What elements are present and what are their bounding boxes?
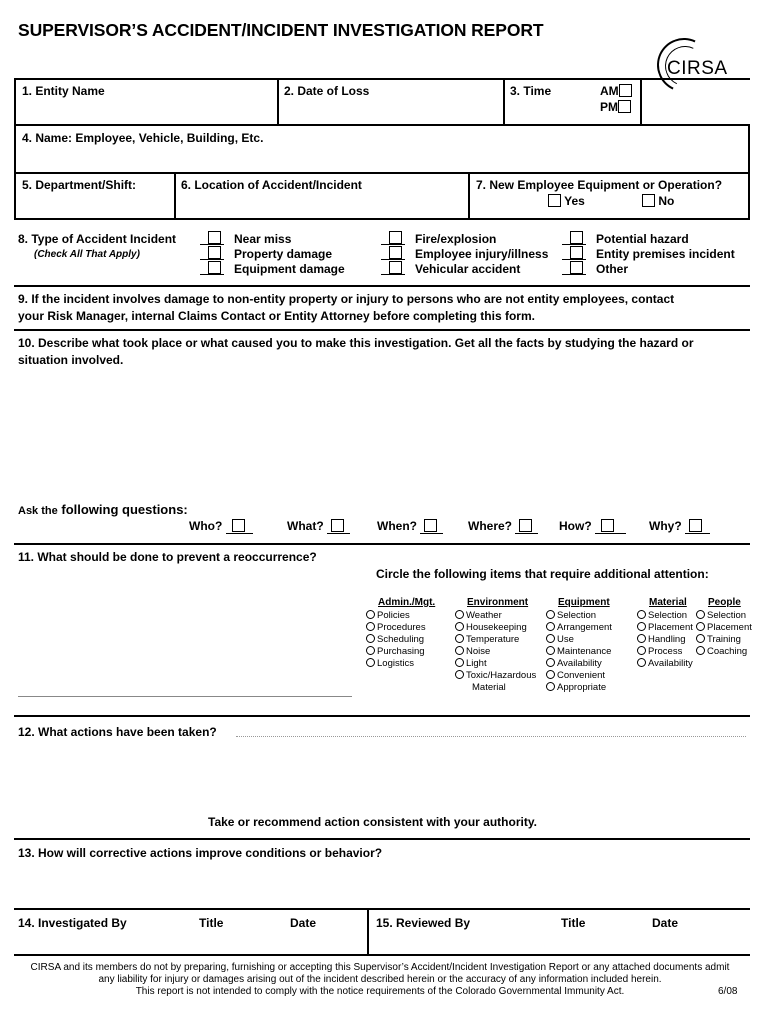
- people-heading: People: [708, 597, 741, 608]
- section14-divider: [367, 908, 369, 954]
- yes-label: Yes: [564, 194, 585, 208]
- check-all-note: (Check All That Apply): [34, 249, 140, 260]
- date-of-loss-field[interactable]: 2. Date of Loss: [284, 84, 370, 98]
- checkbox-icon[interactable]: [619, 84, 632, 97]
- material-item[interactable]: Process: [637, 646, 693, 658]
- potential-hazard-label: Potential hazard: [596, 232, 689, 246]
- potential-hazard-checkbox[interactable]: [562, 231, 586, 245]
- pm-checkbox[interactable]: [600, 100, 631, 114]
- actions-taken-line[interactable]: [236, 736, 746, 737]
- equipment-item[interactable]: Maintenance: [546, 646, 612, 658]
- row2-left-border: [14, 124, 16, 172]
- section10-top-border: [14, 329, 750, 331]
- equipment-damage-label: Equipment damage: [234, 262, 345, 276]
- equipment-item[interactable]: Availability: [546, 658, 612, 670]
- why-label: Why?: [649, 519, 682, 533]
- row2-right-border: [748, 124, 750, 172]
- section11-label: 11. What should be done to prevent a reoccurrence?: [18, 550, 317, 564]
- environment-item[interactable]: Temperature: [455, 634, 536, 646]
- circle-option-icon[interactable]: [546, 634, 555, 643]
- checkbox-icon[interactable]: [208, 231, 221, 244]
- disclaimer-line2: any liability for injury or damages arising out of the incident described herein or the accuracy of any information included herein.: [98, 974, 662, 985]
- prevention-answer-line[interactable]: [18, 696, 352, 697]
- admin-item[interactable]: Logistics: [366, 658, 435, 670]
- material-heading: Material: [649, 597, 687, 608]
- admin-column: [366, 597, 435, 670]
- section12-top-border: [14, 715, 750, 717]
- section10-line2: situation involved.: [18, 353, 124, 367]
- section11-top-border: [14, 543, 750, 545]
- material-item[interactable]: Availability: [637, 658, 693, 670]
- near-miss-checkbox[interactable]: [200, 231, 224, 245]
- section9-top-border: [14, 285, 750, 287]
- people-column: [696, 597, 752, 658]
- environment-item[interactable]: Weather: [455, 610, 536, 622]
- disclaimer-line3: This report is not intended to comply with the notice requirements of the Colorado Governmental Immunity Act.: [135, 986, 625, 997]
- ask-prefix: Ask the: [18, 505, 58, 517]
- form-title: SUPERVISOR’S ACCIDENT/INCIDENT INVESTIGATION REPORT: [18, 20, 544, 40]
- when-label: When?: [377, 519, 417, 533]
- equipment-heading: Equipment: [558, 597, 610, 608]
- circle-option-icon[interactable]: [455, 622, 464, 631]
- new-employee-label: 7. New Employee Equipment or Operation?: [476, 178, 723, 192]
- row1-divider-2: [503, 78, 505, 124]
- environment-column: [455, 597, 536, 694]
- pm-label: PM: [600, 100, 618, 114]
- what-label: What?: [287, 519, 324, 533]
- when-question[interactable]: [377, 519, 443, 533]
- checkbox-icon[interactable]: [642, 194, 655, 207]
- reviewed-by-field[interactable]: 15. Reviewed By: [376, 916, 471, 930]
- investigator-title-field[interactable]: Title: [199, 916, 224, 930]
- near-miss-label: Near miss: [234, 232, 292, 246]
- section13-label: 13. How will corrective actions improve conditions or behavior?: [18, 846, 383, 860]
- checkbox-icon[interactable]: [570, 261, 583, 274]
- cirsa-logo: [657, 38, 743, 88]
- material-column: [637, 597, 693, 670]
- who-question[interactable]: [189, 519, 253, 533]
- fire-explosion-label: Fire/explosion: [415, 232, 497, 246]
- circle-option-icon[interactable]: [637, 634, 646, 643]
- checkbox-icon[interactable]: [232, 519, 245, 532]
- ask-questions-label: [18, 502, 188, 517]
- department-field[interactable]: 5. Department/Shift:: [22, 178, 137, 192]
- admin-item[interactable]: Procedures: [366, 622, 435, 634]
- investigation-date-field[interactable]: Date: [290, 916, 317, 930]
- where-label: Where?: [468, 519, 513, 533]
- checkbox-icon[interactable]: [689, 519, 702, 532]
- am-checkbox[interactable]: [600, 84, 632, 98]
- circle-option-icon[interactable]: [696, 646, 705, 655]
- no-checkbox[interactable]: [642, 194, 674, 208]
- equipment-column: [546, 597, 612, 694]
- section12-label: 12. What actions have been taken?: [18, 725, 217, 739]
- circle-option-icon[interactable]: [455, 670, 464, 679]
- corrective-actions-area[interactable]: [18, 864, 748, 904]
- property-damage-checkbox[interactable]: [200, 246, 224, 260]
- checkbox-icon[interactable]: [331, 519, 344, 532]
- logo-text: CIRSA: [667, 58, 728, 79]
- other-label: Other: [596, 262, 629, 276]
- other-checkbox[interactable]: [562, 261, 586, 275]
- checkbox-icon[interactable]: [424, 519, 437, 532]
- row3-divider-1: [174, 172, 176, 218]
- section14-bottom-border: [14, 954, 750, 956]
- fire-explosion-checkbox[interactable]: [381, 231, 405, 245]
- circle-option-icon[interactable]: [637, 658, 646, 667]
- checkbox-icon[interactable]: [548, 194, 561, 207]
- circle-option-icon[interactable]: [546, 622, 555, 631]
- admin-item[interactable]: Purchasing: [366, 646, 435, 658]
- disclaimer-line1: CIRSA and its members do not by preparing, furnishing or accepting this Supervisor’s Accident/Incident Investigation Report or any attached documents admit: [30, 962, 730, 973]
- circle-option-icon[interactable]: [546, 646, 555, 655]
- checkbox-icon[interactable]: [570, 231, 583, 244]
- row1-left-border: [14, 78, 16, 124]
- circle-option-icon[interactable]: [696, 634, 705, 643]
- admin-item[interactable]: Scheduling: [366, 634, 435, 646]
- what-question[interactable]: [287, 519, 350, 533]
- circle-option-icon[interactable]: [696, 622, 705, 631]
- premises-incident-label: Entity premises incident: [596, 247, 735, 261]
- material-item[interactable]: Handling: [637, 634, 693, 646]
- circle-option-icon[interactable]: [455, 634, 464, 643]
- row1-divider-3: [640, 78, 642, 124]
- why-question[interactable]: [649, 519, 710, 533]
- row3-top-border: [14, 172, 750, 174]
- name-field[interactable]: 4. Name: Employee, Vehicle, Building, Etc.: [22, 131, 264, 145]
- vehicular-accident-label: Vehicular accident: [415, 262, 521, 276]
- premises-incident-checkbox[interactable]: [562, 246, 586, 260]
- circle-option-icon[interactable]: [455, 610, 464, 619]
- section10-line1: 10. Describe what took place or what caused you to make this investigation. Get all the facts by studying the hazard or: [18, 336, 694, 350]
- equipment-item[interactable]: Convenient: [546, 670, 612, 682]
- circle-option-icon[interactable]: [637, 646, 646, 655]
- vehicular-accident-checkbox[interactable]: [381, 261, 405, 275]
- admin-heading: Admin./Mgt.: [378, 597, 436, 608]
- row1-divider-1: [277, 78, 279, 124]
- environment-heading: Environment: [467, 597, 529, 608]
- accident-type-label: 8. Type of Accident Incident: [18, 232, 177, 246]
- environment-item[interactable]: Housekeeping: [455, 622, 536, 634]
- equipment-item[interactable]: Arrangement: [546, 622, 612, 634]
- checkbox-icon[interactable]: [389, 261, 402, 274]
- investigated-by-field[interactable]: 14. Investigated By: [18, 916, 127, 930]
- employee-injury-label: Employee injury/illness: [415, 247, 549, 261]
- row3-right-border: [748, 172, 750, 218]
- ask-suffix: following questions:: [61, 502, 188, 517]
- equipment-item[interactable]: Appropriate: [546, 682, 612, 694]
- environment-item[interactable]: Light: [455, 658, 536, 670]
- people-item[interactable]: Coaching: [696, 646, 752, 658]
- circle-option-icon[interactable]: [637, 610, 646, 619]
- environment-item[interactable]: Toxic/Hazardous: [455, 670, 536, 682]
- circle-option-icon[interactable]: [366, 658, 375, 667]
- equipment-damage-checkbox[interactable]: [200, 261, 224, 275]
- equipment-item[interactable]: Selection: [546, 610, 612, 622]
- circle-option-icon[interactable]: [366, 646, 375, 655]
- review-date-field[interactable]: Date: [652, 916, 679, 930]
- section9-line2: your Risk Manager, internal Claims Contact or Entity Attorney before completing this form.: [18, 309, 535, 323]
- how-label: How?: [559, 519, 592, 533]
- equipment-item[interactable]: Use: [546, 634, 612, 646]
- material-item[interactable]: Selection: [637, 610, 693, 622]
- people-item[interactable]: Selection: [696, 610, 752, 622]
- form-version: 6/08: [718, 986, 738, 997]
- employee-injury-checkbox[interactable]: [381, 246, 405, 260]
- checkbox-icon[interactable]: [208, 261, 221, 274]
- circle-option-icon[interactable]: [546, 610, 555, 619]
- circle-option-icon[interactable]: [455, 646, 464, 655]
- row3-divider-2: [468, 172, 470, 218]
- material-item[interactable]: Placement: [637, 622, 693, 634]
- reviewer-title-field[interactable]: Title: [561, 916, 586, 930]
- yes-checkbox[interactable]: [548, 194, 585, 208]
- description-area[interactable]: [18, 372, 748, 500]
- circle-option-icon[interactable]: [696, 610, 705, 619]
- checkbox-icon[interactable]: [601, 519, 614, 532]
- checkbox-icon[interactable]: [618, 100, 631, 113]
- circle-option-icon[interactable]: [366, 634, 375, 643]
- section13-top-border: [14, 838, 750, 840]
- environment-item[interactable]: Noise: [455, 646, 536, 658]
- row3-bottom-border: [14, 218, 750, 220]
- location-field[interactable]: 6. Location of Accident/Incident: [181, 178, 362, 192]
- time-field[interactable]: 3. Time: [510, 84, 552, 98]
- property-damage-label: Property damage: [234, 247, 333, 261]
- circle-option-icon[interactable]: [546, 658, 555, 667]
- checkbox-icon[interactable]: [208, 246, 221, 259]
- where-question[interactable]: [468, 519, 538, 533]
- who-label: Who?: [189, 519, 223, 533]
- authority-note: Take or recommend action consistent with your authority.: [208, 815, 537, 829]
- circle-option-icon[interactable]: [366, 610, 375, 619]
- circle-option-icon[interactable]: [455, 658, 464, 667]
- row3-left-border: [14, 172, 16, 218]
- environment-item-continuation: Material: [472, 682, 506, 693]
- circle-option-icon[interactable]: [546, 682, 555, 691]
- row2-top-border: [14, 124, 750, 126]
- admin-item[interactable]: Policies: [366, 610, 435, 622]
- checkbox-icon[interactable]: [389, 231, 402, 244]
- people-item[interactable]: Training: [696, 634, 752, 646]
- checkbox-icon[interactable]: [570, 246, 583, 259]
- circle-option-icon[interactable]: [546, 670, 555, 679]
- am-label: AM: [600, 84, 619, 98]
- checkbox-icon[interactable]: [519, 519, 532, 532]
- circle-option-icon[interactable]: [637, 622, 646, 631]
- circle-option-icon[interactable]: [366, 622, 375, 631]
- how-question[interactable]: [559, 519, 626, 533]
- checkbox-icon[interactable]: [389, 246, 402, 259]
- circle-heading: Circle the following items that require additional attention:: [376, 567, 709, 581]
- entity-name-field[interactable]: 1. Entity Name: [22, 84, 105, 98]
- section9-line1: 9. If the incident involves damage to non-entity property or injury to persons who are not entity employees, contact: [18, 292, 675, 306]
- no-label: No: [658, 194, 675, 208]
- section14-top-border: [14, 908, 750, 910]
- people-item[interactable]: Placement: [696, 622, 752, 634]
